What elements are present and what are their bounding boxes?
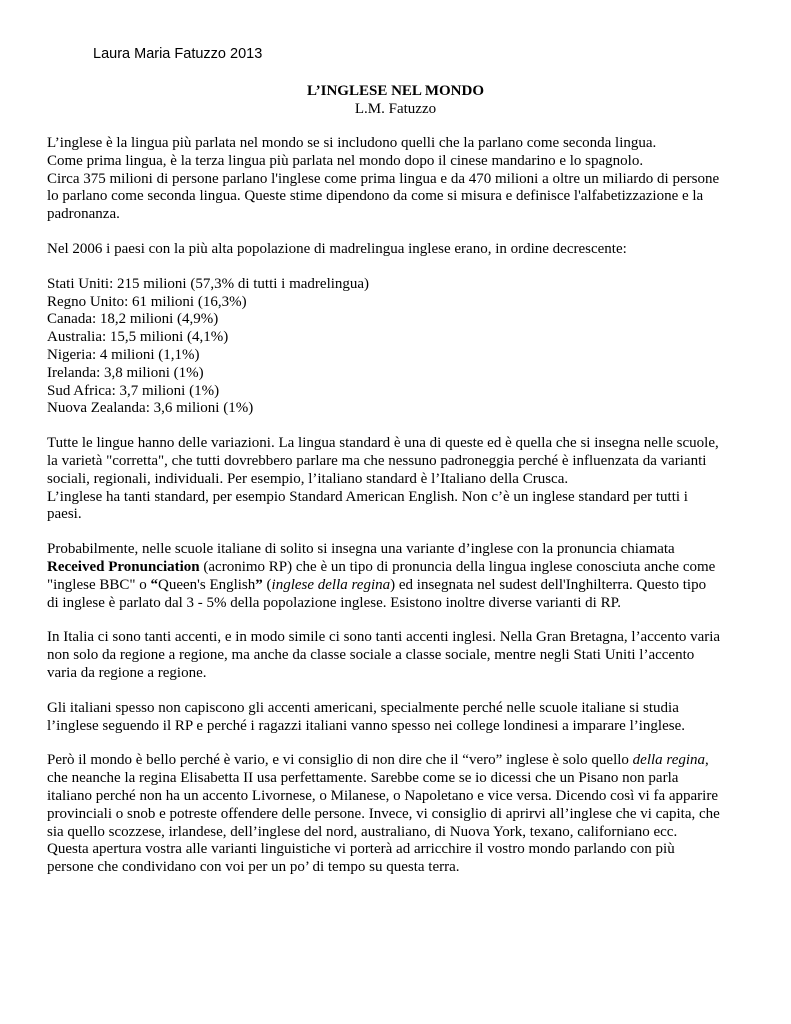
text-line: Tutte le lingue hanno delle variazioni. La lingua standard è una di queste ed è quella che si insegna nelle scuole, <box>47 435 719 452</box>
text-line: italiano perché non ha un accento Livornese, o Milanese, o Napoletano e vice versa. Dicendo così vi fa apparire <box>47 787 718 804</box>
text-line: persone che condividano con voi per un po’ di tempo su questa terra. <box>47 859 460 876</box>
text-line: L’inglese ha tanti standard, per esempio Standard American English. Non c’è un inglese standard per tutti i <box>47 488 688 505</box>
text-line: non solo da regione a regione, ma anche da classe sociale a classe sociale, mentre negli Stati Uniti l’accento <box>47 647 695 664</box>
country-item: Nigeria: 4 milioni (1,1%) <box>47 346 200 363</box>
country-item: Australia: 15,5 milioni (4,1%) <box>47 329 229 346</box>
text-line: sociali, regionali, individuali. Per esempio, l’italiano standard è l’Italiano della Crusca. <box>47 470 569 487</box>
text-line: Gli italiani spesso non capiscono gli accenti americani, specialmente perché nelle scuole italiane si studia <box>47 699 679 716</box>
country-item: Nuova Zealanda: 3,6 milioni (1%) <box>47 400 254 417</box>
document-title: L’INGLESE NEL MONDO <box>307 83 484 99</box>
text-segment: ) ed insegnata nel sudest dell'Inghilterra. Questo tipo <box>390 576 707 593</box>
paragraph-american-accents <box>47 700 767 736</box>
text-line <box>47 559 767 577</box>
text-segment: (acronimo RP) che è un tipo di pronuncia della lingua inglese conosciuta anche come <box>199 558 716 575</box>
text-line: Nel 2006 i paesi con la più alta popolazione di madrelingua inglese erano, in ordine decrescente: <box>47 240 627 257</box>
document-subtitle: L.M. Fatuzzo <box>354 101 437 117</box>
text-line: sia quello scozzese, irlandese, dell’inglese del nord, australiano, di Nuova York, texano, californiano ecc. <box>47 823 678 840</box>
text-line: l’inglese seguendo il RP e perché i ragazzi italiani vanno spesso nei college londinesi a imparare l’inglese. <box>47 717 685 734</box>
bold-term: Received Pronunciation <box>47 558 200 575</box>
text-line <box>47 752 767 770</box>
text-line: Questa apertura vostra alle varianti linguistiche vi porterà ad arricchire il vostro mondo parlando con più <box>47 841 675 858</box>
text-line: Circa 375 milioni di persone parlano l'inglese come prima lingua e da 470 milioni a oltre un miliardo di persone <box>47 170 720 187</box>
paragraph-accents <box>47 629 767 682</box>
paragraph-variations <box>47 435 767 488</box>
text-segment: Però il mondo è bello perché è vario, e vi consiglio di non dire che il “vero” inglese è solo quello <box>47 752 633 769</box>
document-body <box>47 135 767 894</box>
country-item: Sud Africa: 3,7 milioni (1%) <box>47 382 220 399</box>
text-line: L’inglese è la lingua più parlata nel mondo se si includono quelli che la parlano come seconda lingua. <box>47 135 657 151</box>
text-line: che neanche la regina Elisabetta II usa perfettamente. Sarebbe come se io dicessi che un Pisano non parla <box>47 770 679 787</box>
text-segment: , <box>705 752 709 769</box>
country-list <box>47 276 767 418</box>
bold-quote: “ <box>150 576 158 593</box>
paragraph-intro <box>47 135 767 224</box>
paragraph-standards <box>47 489 767 525</box>
country-item: Irelanda: 3,8 milioni (1%) <box>47 364 204 381</box>
text-line: Probabilmente, nelle scuole italiane di solito si insegna una variante d’inglese con la pronuncia chiamata <box>47 541 675 558</box>
text-line: di inglese è parlato dal 3 - 5% della popolazione inglese. Esistono inoltre diverse varianti di RP. <box>47 594 622 611</box>
text-segment: ( <box>262 576 272 593</box>
text-line: Come prima lingua, è la terza lingua più parlata nel mondo dopo il cinese mandarino e lo spagnolo. <box>47 152 644 169</box>
paragraph-rp <box>47 541 767 612</box>
country-item: Canada: 18,2 milioni (4,9%) <box>47 311 219 328</box>
text-line: In Italia ci sono tanti accenti, e in modo simile ci sono tanti accenti inglesi. Nella Gran Bretagna, l’accento varia <box>47 629 721 646</box>
paragraph-countries-intro <box>47 241 767 259</box>
italic-term: della regina <box>632 752 706 769</box>
italic-term: inglese della regina <box>271 576 391 593</box>
text-segment: Queen's English <box>158 576 256 593</box>
paragraph-conclusion <box>47 752 767 877</box>
header-author: Laura Maria Fatuzzo 2013 <box>93 46 263 62</box>
bold-quote: ” <box>255 576 263 593</box>
text-line: padronanza. <box>47 206 120 223</box>
text-line: lo parlano come seconda lingua. Queste stime dipendono da come si misura e definisce l'alfabetizzazione e la <box>47 188 704 205</box>
country-item: Regno Unito: 61 milioni (16,3%) <box>47 293 247 310</box>
text-line: provinciali o snob e potreste offendere delle persone. Invece, vi consiglio di aprirvi all’inglese che vi capita, che <box>47 805 720 822</box>
text-segment: "inglese BBC" o <box>47 576 151 593</box>
country-item: Stati Uniti: 215 milioni (57,3% di tutti i madrelingua) <box>47 275 370 292</box>
text-line: paesi. <box>47 506 82 523</box>
text-line: la varietà "corretta", che tutti dovrebbero parlare ma che nessuno padroneggia perché è influenzata da varianti <box>47 452 707 469</box>
text-line: varia da regione a regione. <box>47 664 207 681</box>
text-line <box>47 577 767 595</box>
